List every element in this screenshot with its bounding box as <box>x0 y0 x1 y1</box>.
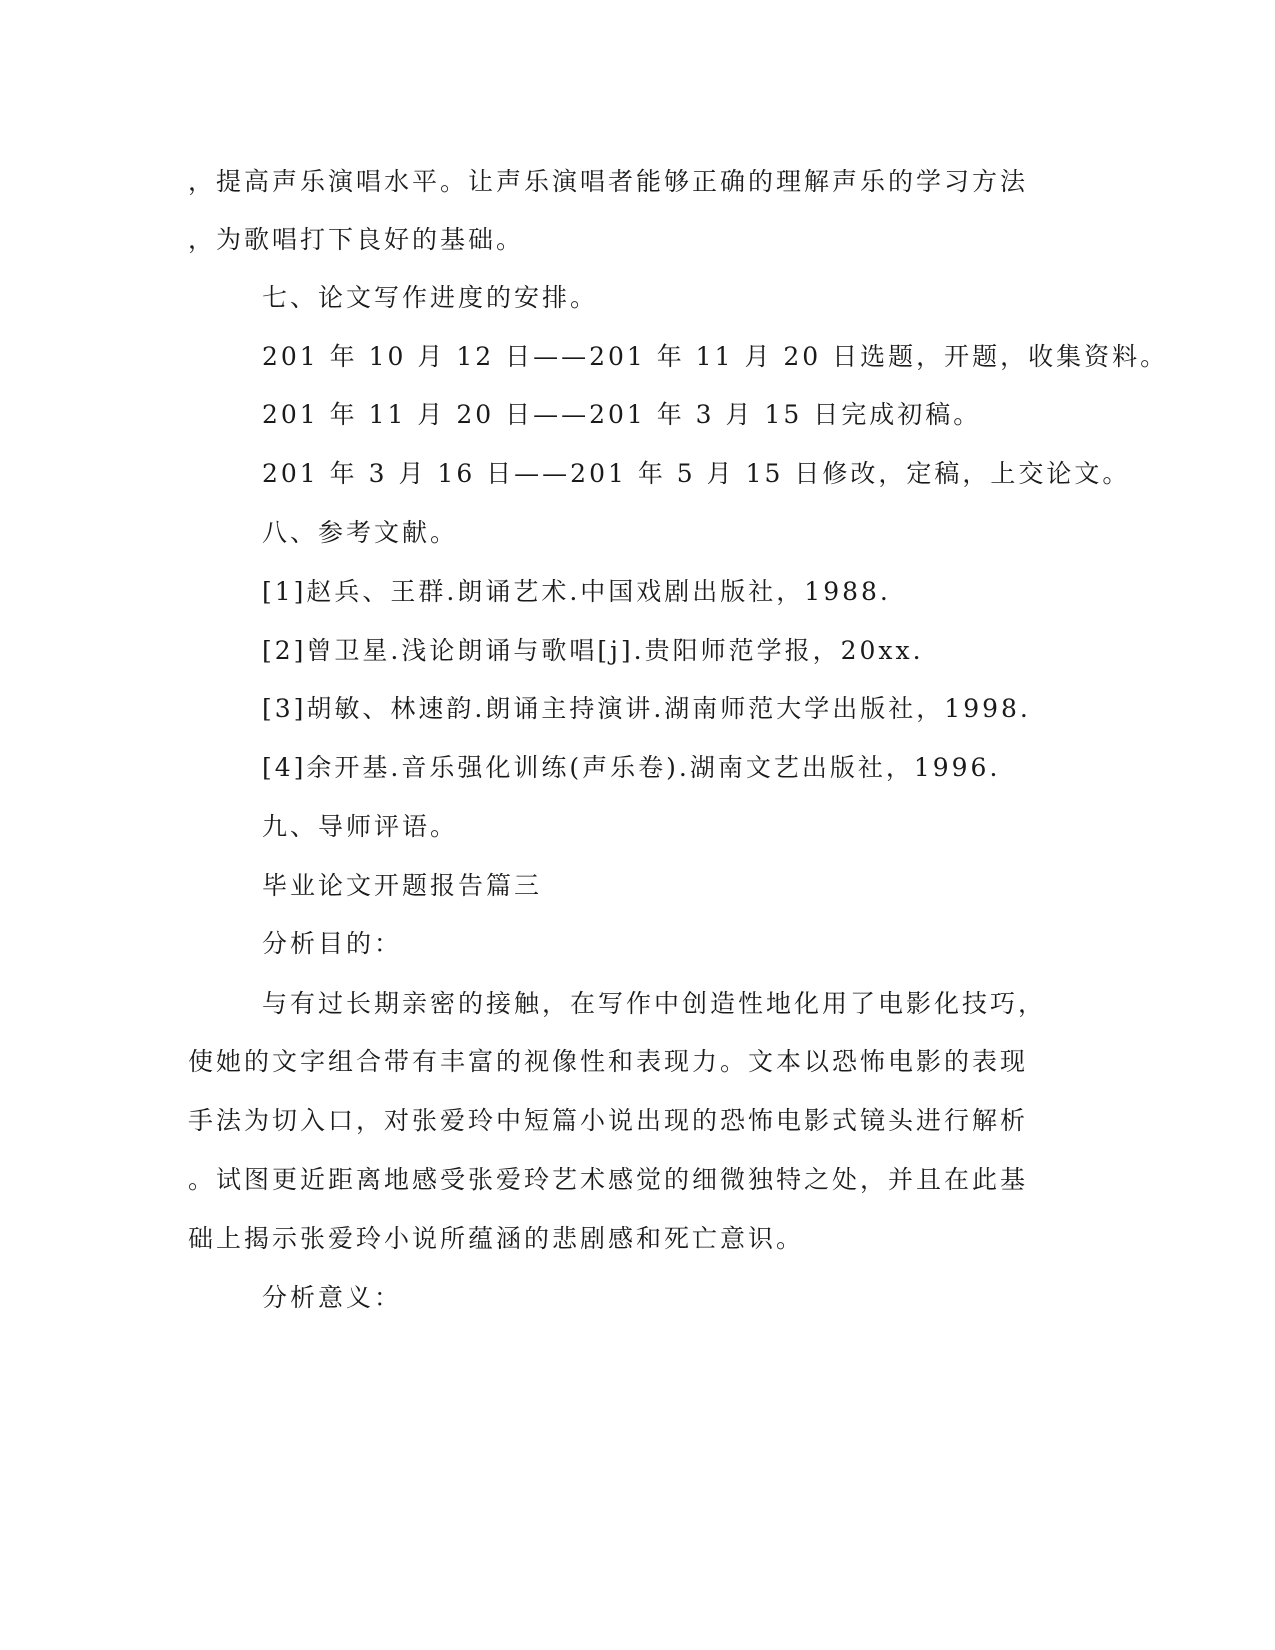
section-heading: 八、参考文献。 <box>262 518 459 547</box>
reference-item: [1]赵兵、王群.朗诵艺术.中国戏剧出版社，1988. <box>262 577 891 606</box>
body-text-line: 。试图更近距离地感受张爱玲艺术感觉的细微独特之处，并且在此基 <box>188 1165 1029 1194</box>
body-text-line: ，为歌唱打下良好的基础。 <box>188 225 525 254</box>
section-heading: 九、导师评语。 <box>262 812 459 841</box>
reference-item: [2]曾卫星.浅论朗诵与歌唱[j].贵阳师范学报，20xx. <box>262 636 924 665</box>
article-title: 毕业论文开题报告篇三 <box>262 871 543 900</box>
section-heading: 七、论文写作进度的安排。 <box>262 283 599 312</box>
body-text-line: 础上揭示张爱玲小说所蕴涵的悲剧感和死亡意识。 <box>188 1224 805 1253</box>
reference-item: [3]胡敏、林速韵.朗诵主持演讲.湖南师范大学出版社，1998. <box>262 694 1031 723</box>
schedule-item: 201 年 11 月 20 日——201 年 3 月 15 日完成初稿。 <box>262 400 982 429</box>
body-text-line: ，提高声乐演唱水平。让声乐演唱者能够正确的理解声乐的学习方法 <box>188 167 1029 196</box>
subsection-heading: 分析意义： <box>262 1283 403 1312</box>
schedule-item: 201 年 3 月 16 日——201 年 5 月 15 日修改，定稿，上交论文。 <box>262 459 1131 488</box>
body-text-line: 手法为切入口，对张爱玲中短篇小说出现的恐怖电影式镜头进行解析 <box>188 1106 1029 1135</box>
body-text-line: 与有过长期亲密的接触，在写作中创造性地化用了电影化技巧， <box>262 989 1047 1018</box>
reference-item: [4]余开基.音乐强化训练(声乐卷).湖南文艺出版社，1996. <box>262 753 1001 782</box>
schedule-item: 201 年 10 月 12 日——201 年 11 月 20 日选题，开题，收集资料。 <box>262 342 1169 371</box>
subsection-heading: 分析目的： <box>262 929 403 958</box>
body-text-line: 使她的文字组合带有丰富的视像性和表现力。文本以恐怖电影的表现 <box>188 1047 1029 1076</box>
